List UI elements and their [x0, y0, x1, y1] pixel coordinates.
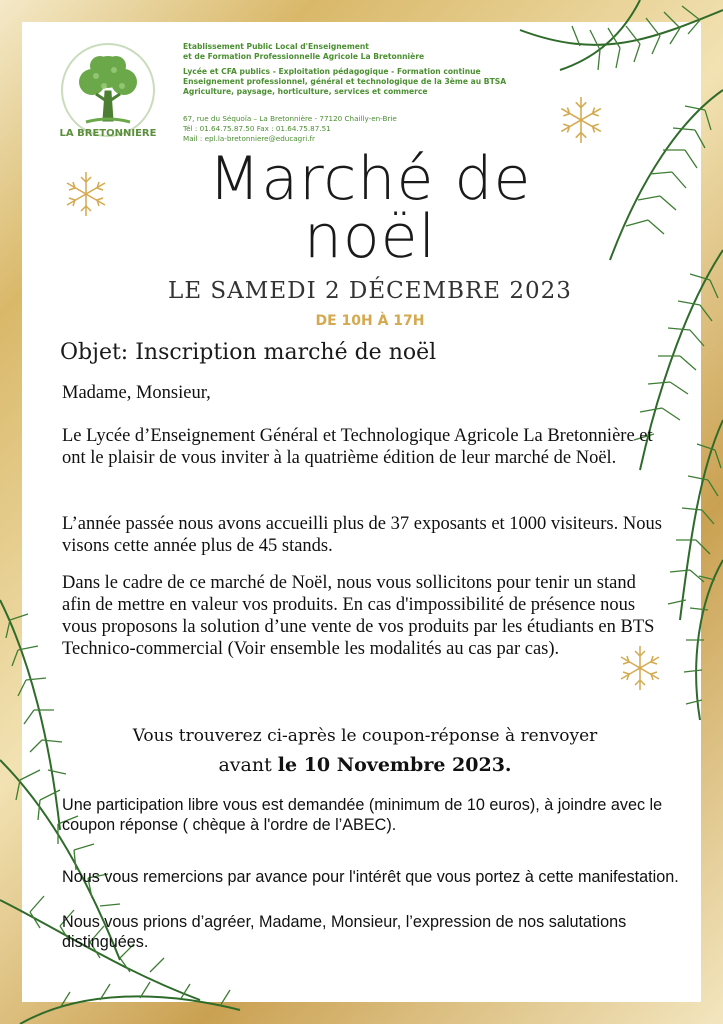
header-line: Etablissement Public Local d'Enseignement [183, 42, 369, 51]
header-line: Lycée et CFA publics - Exploitation pédagogique - Formation continue [183, 67, 481, 76]
paragraph-stats: L’année passée nous avons accueilli plus de 37 exposants et 1000 visiteurs. Nous visons cette année plus de 45 stands. [62, 514, 662, 556]
coupon-deadline-line [60, 751, 670, 780]
coupon-notice [60, 722, 670, 780]
paragraph-closing: Nous vous prions d’agréer, Madame, Monsieur, l’expression de nos salutations distinguées. [62, 913, 627, 951]
event-hours: DE 10H À 17H [315, 313, 425, 329]
institution-address [183, 114, 483, 144]
event-date: LE SAMEDI 2 DÉCEMBRE 2023 [168, 278, 572, 304]
paragraph-stand: Dans le cadre de ce marché de Noël, nous vous sollicitons pour tenir un stand afin de mettre en valeur vos produits. En cas d'impossibilité de présence nous vous proposons la solution d’une vente de vos produits par les étudiants en BTS Technico-commercial (Voir ensemble les modalités au cas par cas). [62, 573, 655, 659]
header-line: Enseignement professionnel, général et technologique de la 3ème au BTSA [183, 77, 507, 86]
coupon-deadline: le 10 Novembre 2023. [277, 754, 512, 776]
paragraph-thanks: Nous vous remercions par avance pour l'intérêt que vous portez à cette manifestation. [62, 868, 679, 886]
logo-name: LA BRETONNIERE [59, 128, 157, 139]
snowflake-icon [62, 170, 110, 218]
mail-line: Mail : epl.la-bretonniere@educagri.fr [183, 134, 315, 143]
address-line: 67, rue du Séquoïa – La Bretonnière - 77120 Chailly-en-Brie [183, 114, 397, 123]
page-title [120, 144, 620, 272]
letter-subject: Objet: Inscription marché de noël [60, 340, 437, 365]
paragraph-participation: Une participation libre vous est demandée (minimum de 10 euros), à joindre avec le coupon réponse ( chèque à l'ordre de l’ABEC). [62, 796, 663, 834]
title-line: noël [303, 202, 437, 272]
phone-line: Tél : 01.64.75.87.50 Fax : 01.64.75.87.51 [183, 124, 331, 133]
coupon-prefix: avant [218, 754, 278, 776]
paragraph-invitation: Le Lycée d’Enseignement Général et Technologique Agricole La Bretonnière et ont le plaisir de vous inviter à la quatrième édition de leur marché de Noël. [62, 426, 653, 468]
header-line: et de Formation Professionnelle Agricole La Bretonnière [183, 52, 425, 61]
institution-header [183, 42, 603, 97]
title-line: Marché de [208, 144, 532, 214]
coupon-line: Vous trouverez ci-après le coupon-réponse à renvoyer [132, 726, 598, 746]
greeting: Madame, Monsieur, [62, 383, 211, 403]
snowflake-icon [556, 95, 606, 145]
header-line: Agriculture, paysage, horticulture, services et commerce [183, 87, 428, 96]
